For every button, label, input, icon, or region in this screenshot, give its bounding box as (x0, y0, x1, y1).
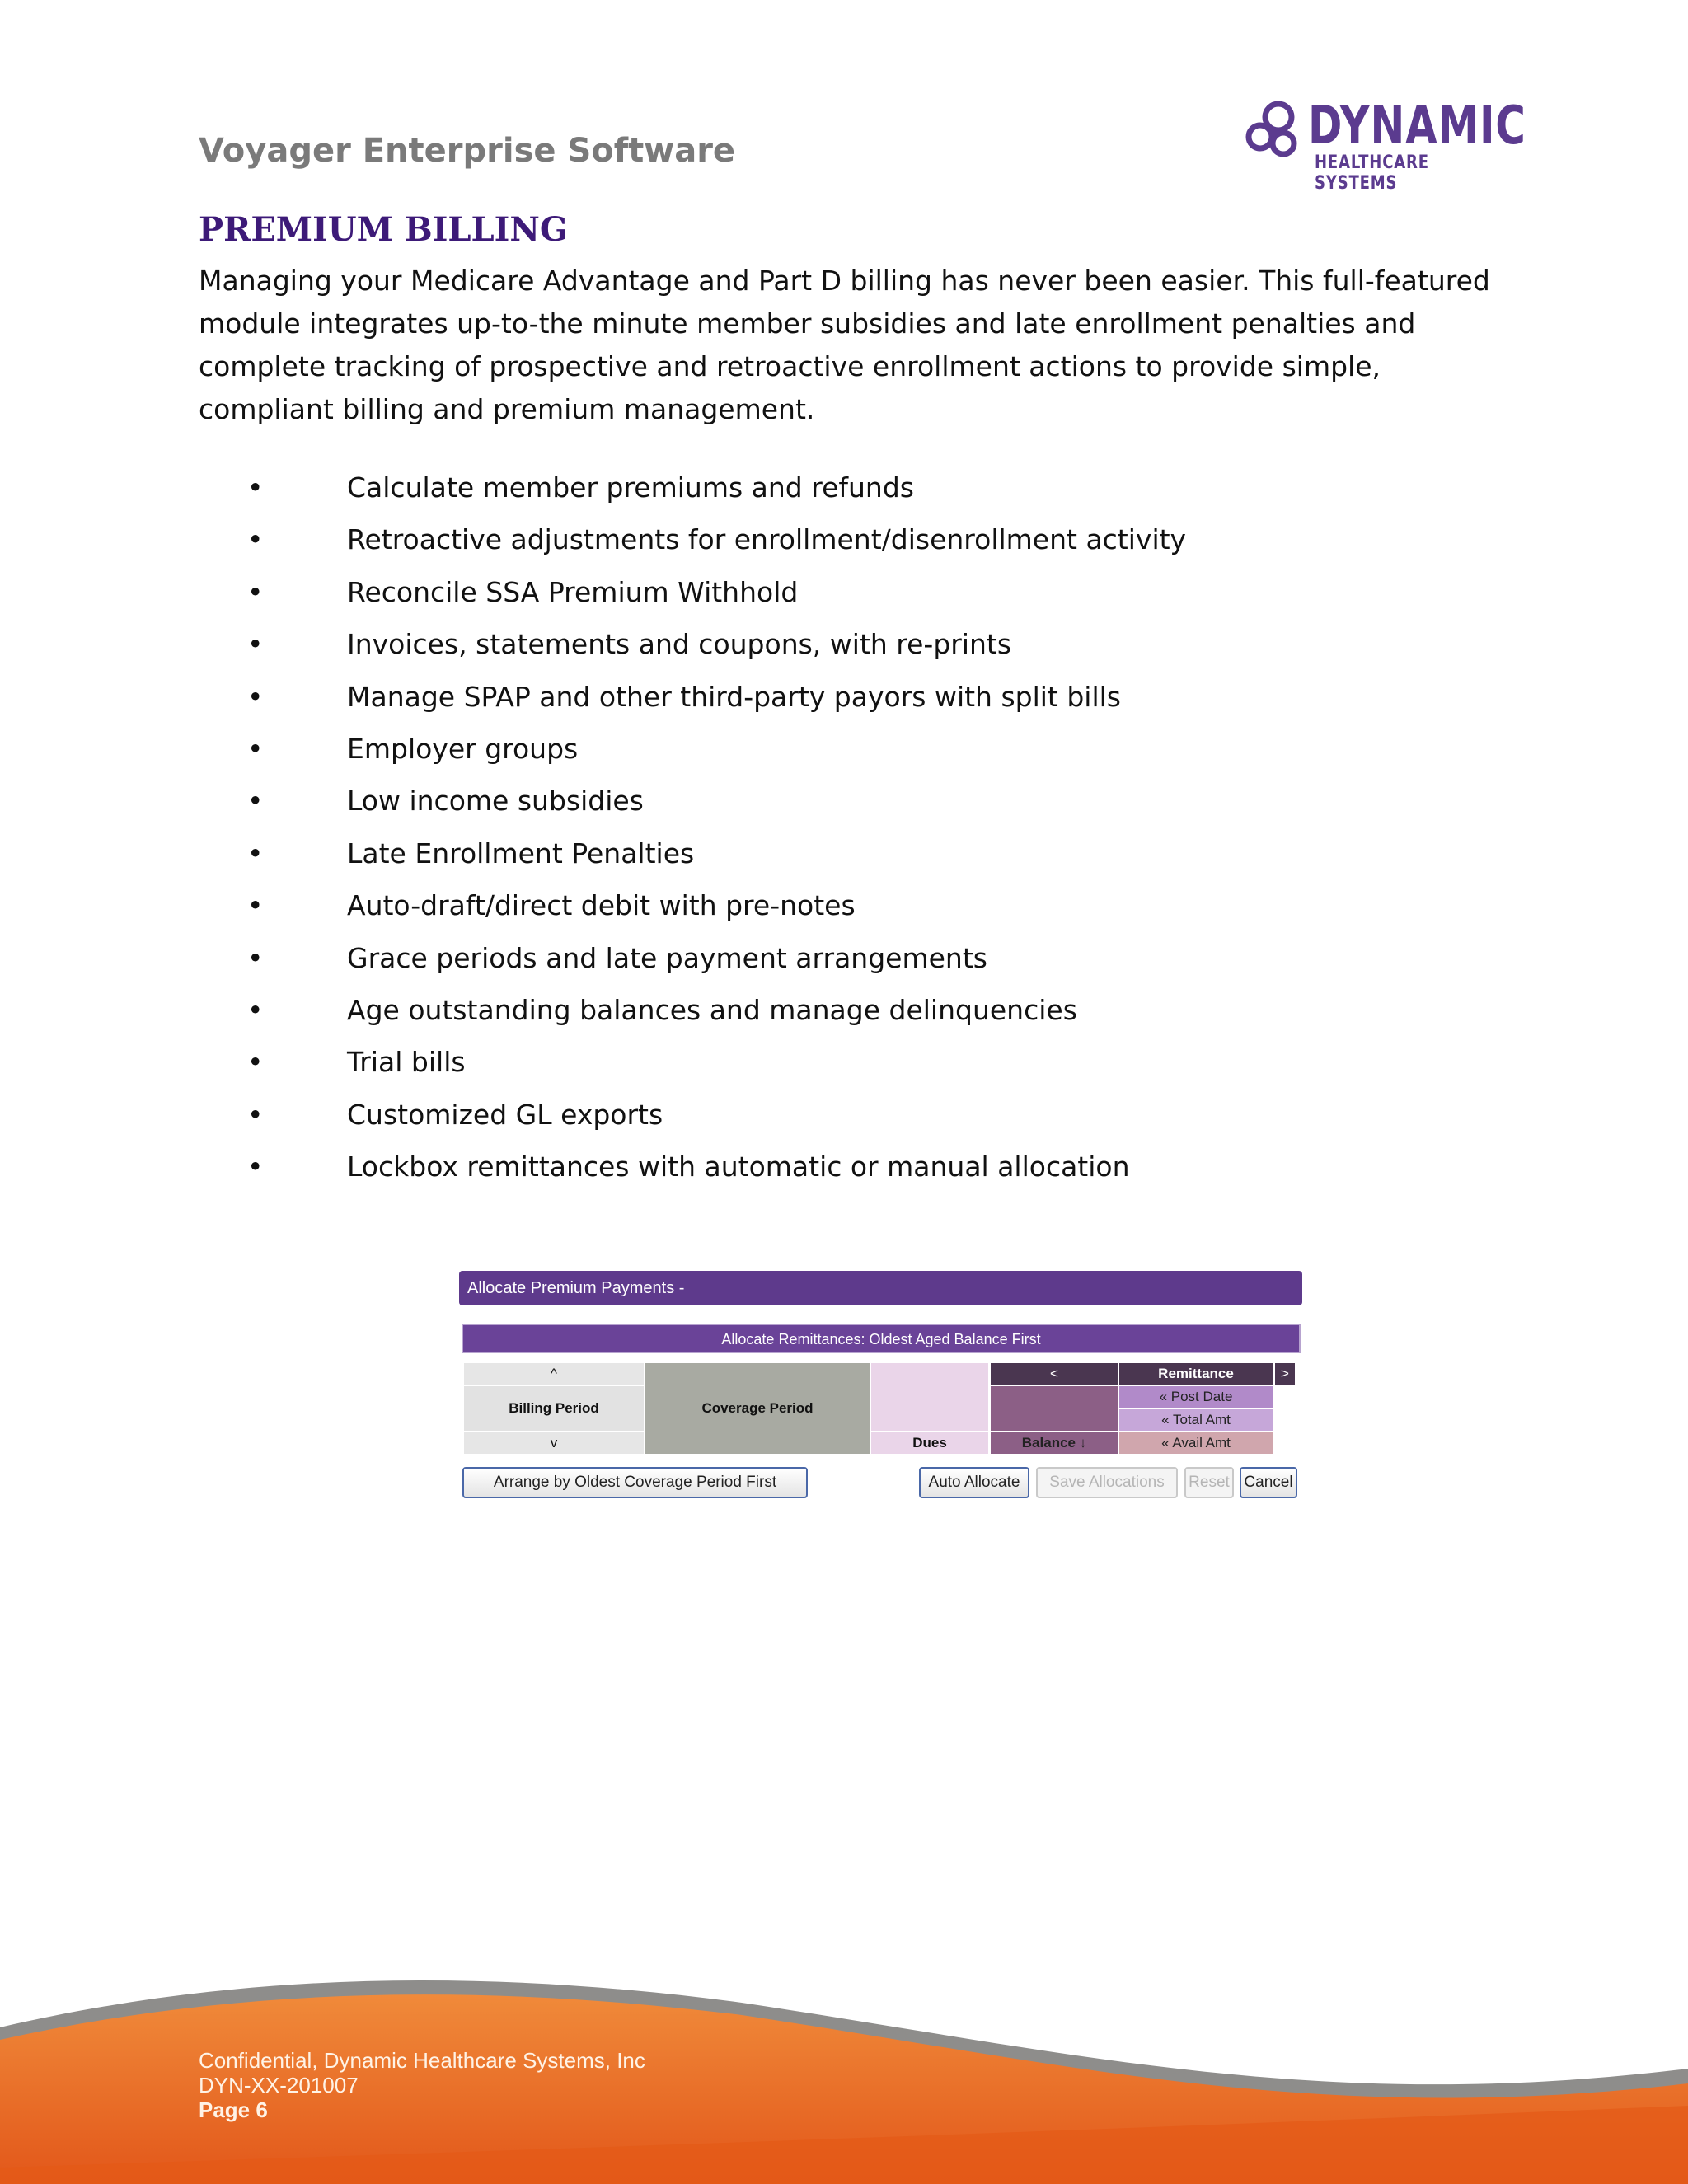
bullet-icon: • (247, 785, 264, 818)
allocate-payments-screenshot (459, 1271, 1302, 1502)
bullet-icon: • (247, 1046, 264, 1079)
feature-text: Lockbox remittances with automatic or manual allocation (347, 1151, 1130, 1183)
feature-text: Late Enrollment Penalties (347, 837, 695, 869)
bullet-icon: • (247, 1098, 264, 1131)
bullet-icon: • (247, 471, 264, 504)
feature-text: Low income subsidies (347, 785, 644, 818)
feature-text: Grace periods and late payment arrangements (347, 941, 987, 974)
bullet-icon: • (247, 523, 264, 556)
remittance-header: Remittance (1119, 1363, 1273, 1385)
bullet-icon: • (247, 680, 264, 713)
bullet-icon: • (247, 575, 264, 608)
feature-text: Auto-draft/direct debit with pre-notes (347, 889, 856, 922)
balance-column-body (991, 1386, 1118, 1431)
coverage-period-header[interactable]: Coverage Period (645, 1363, 870, 1454)
bullet-icon: • (247, 1151, 264, 1183)
window-title: Allocate Premium Payments - (459, 1271, 1302, 1305)
dues-column-body (871, 1363, 988, 1431)
feature-text: Age outstanding balances and manage delinquencies (347, 993, 1077, 1026)
bullet-icon: • (247, 628, 264, 661)
feature-text: Trial bills (347, 1046, 466, 1079)
post-date-label: « Post Date (1119, 1386, 1273, 1408)
feature-text: Calculate member premiums and refunds (347, 471, 914, 504)
feature-text: Reconcile SSA Premium Withhold (347, 575, 799, 608)
logo-subtitle: HEALTHCARE SYSTEMS (1315, 152, 1429, 194)
prev-remittance-button[interactable]: < (991, 1363, 1118, 1385)
dues-header[interactable]: Dues (871, 1432, 988, 1454)
bullet-icon: • (247, 732, 264, 765)
section-title: PREMIUM BILLING (199, 210, 569, 249)
scroll-down-button[interactable]: v (464, 1432, 644, 1454)
bullet-icon: • (247, 889, 264, 922)
arrange-oldest-coverage-button[interactable]: Arrange by Oldest Coverage Period First (462, 1467, 808, 1498)
next-remittance-button[interactable]: > (1275, 1363, 1295, 1385)
scroll-up-button[interactable]: ^ (464, 1363, 644, 1385)
company-logo (1240, 95, 1526, 194)
bullet-icon: • (247, 941, 264, 974)
footer-confidential: Confidential, Dynamic Healthcare Systems, Inc (199, 2048, 645, 2073)
document-header-title: Voyager Enterprise Software (199, 132, 736, 170)
logo-bubbles-icon (1240, 99, 1306, 165)
save-allocations-button[interactable]: Save Allocations (1036, 1467, 1178, 1498)
avail-amt-label: « Avail Amt (1119, 1432, 1273, 1454)
intro-paragraph: Managing your Medicare Advantage and Part D billing has never been easier. This full-featured module integrates up-to-the minute member subsidies and late enrollment penalties and complete tracking of prospective and retroactive enrollment actions to provide simple, compliant billing and premium management. (199, 265, 1490, 425)
auto-allocate-button[interactable]: Auto Allocate (919, 1467, 1029, 1498)
allocation-mode-bar: Allocate Remittances: Oldest Aged Balance First (462, 1324, 1301, 1353)
reset-button[interactable]: Reset (1184, 1467, 1234, 1498)
page-footer (0, 1937, 1688, 2184)
footer-page-number: Page 6 (199, 2097, 268, 2122)
feature-text: Customized GL exports (347, 1098, 663, 1131)
cancel-button[interactable]: Cancel (1240, 1467, 1297, 1498)
feature-text: Manage SPAP and other third-party payors with split bills (347, 680, 1122, 713)
feature-text: Invoices, statements and coupons, with re-prints (347, 628, 1012, 661)
footer-doc-id: DYN-XX-201007 (199, 2073, 359, 2097)
total-amt-label: « Total Amt (1119, 1409, 1273, 1431)
bullet-icon: • (247, 837, 264, 869)
logo-wordmark: DYNAMIC (1308, 96, 1526, 157)
feature-text: Retroactive adjustments for enrollment/disenrollment activity (347, 523, 1187, 556)
feature-text: Employer groups (347, 732, 579, 765)
balance-header[interactable]: Balance ↓ (991, 1432, 1118, 1454)
billing-period-header[interactable]: Billing Period (464, 1386, 644, 1431)
bullet-icon: • (247, 993, 264, 1026)
